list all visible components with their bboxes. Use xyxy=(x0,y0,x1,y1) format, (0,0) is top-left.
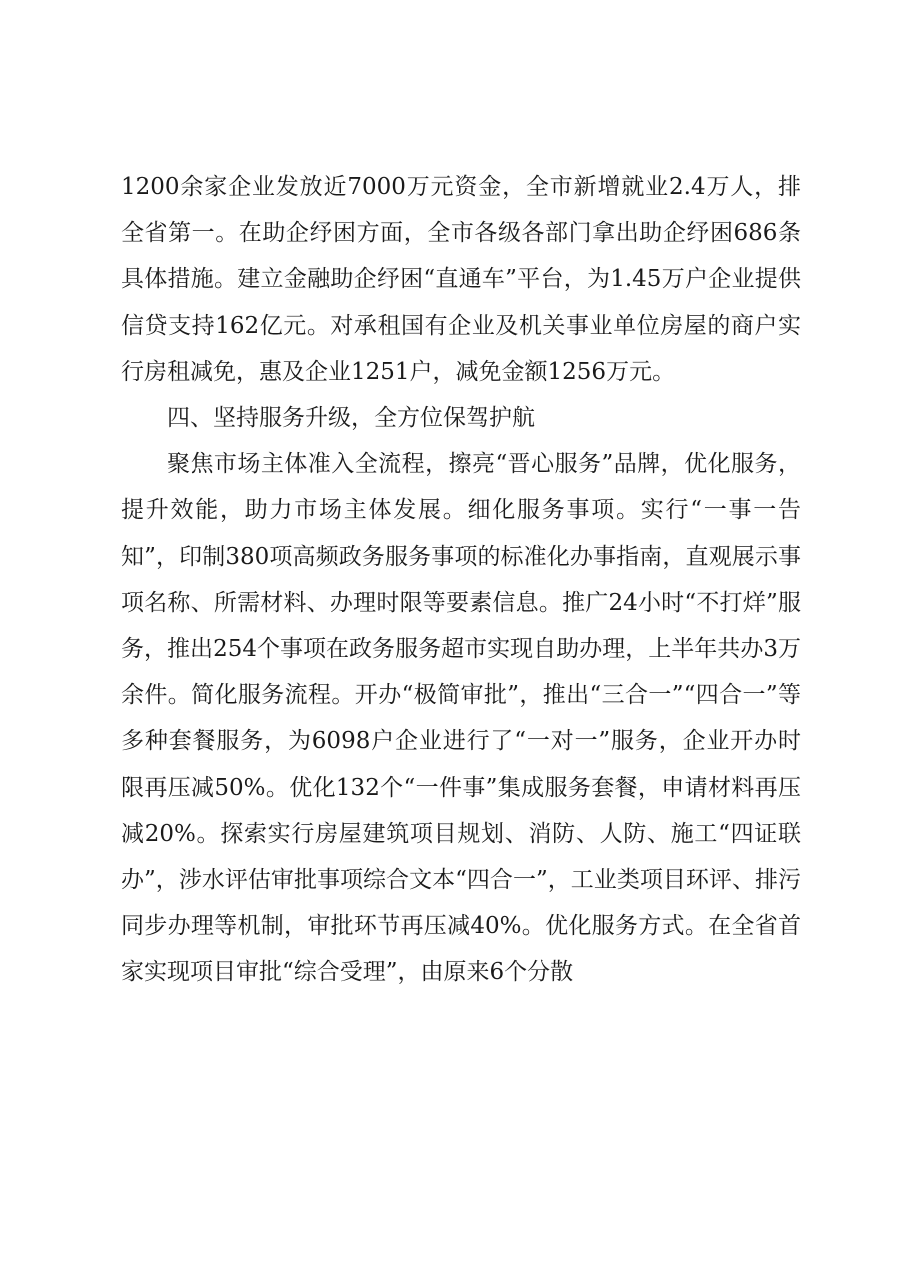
section-heading: 四、坚持服务升级，全方位保驾护航 xyxy=(167,405,535,432)
paragraph-continuation: 1200余家企业发放近7000万元资金，全市新增就业2.4万人，排全省第一。在助企纾困方面，全市各级各部门拿出助企纾困686条具体措施。建立金融助企纾困“直通车”平台，为1.45万户企业提供信贷支持162亿元。对承租国有企业及机关事业单位房屋的商户实行房租减免，惠及企业1251户，减免金额1256万元。 xyxy=(121,174,801,385)
paragraph-body: 聚焦市场主体准入全流程，擦亮“晋心服务”品牌，优化服务，提升效能，助力市场主体发展。细化服务事项。实行“一事一告知”，印制380项高频政务服务事项的标准化办事指南，直观展示事项名称、所需材料、办理时限等要素信息。推广24小时“不打烊”服务，推出254个事项在政务服务超市实现自助办理，上半年共办3万余件。简化服务流程。开办“极简审批”，推出“三合一”“四合一”等多种套餐服务，为6098户企业进行了“一对一”服务，企业开办时限再压减50%。优化132个“一件事”集成服务套餐，申请材料再压减20%。探索实行房屋建筑项目规划、消防、人防、施工“四证联办”，涉水评估审批事项综合文本“四合一”，工业类项目环评、排污同步办理等机制，审批环节再压减40%。优化服务方式。在全省首家实现项目审批“综合受理”，由原来6个分散 xyxy=(121,451,801,986)
document-body xyxy=(121,164,801,996)
